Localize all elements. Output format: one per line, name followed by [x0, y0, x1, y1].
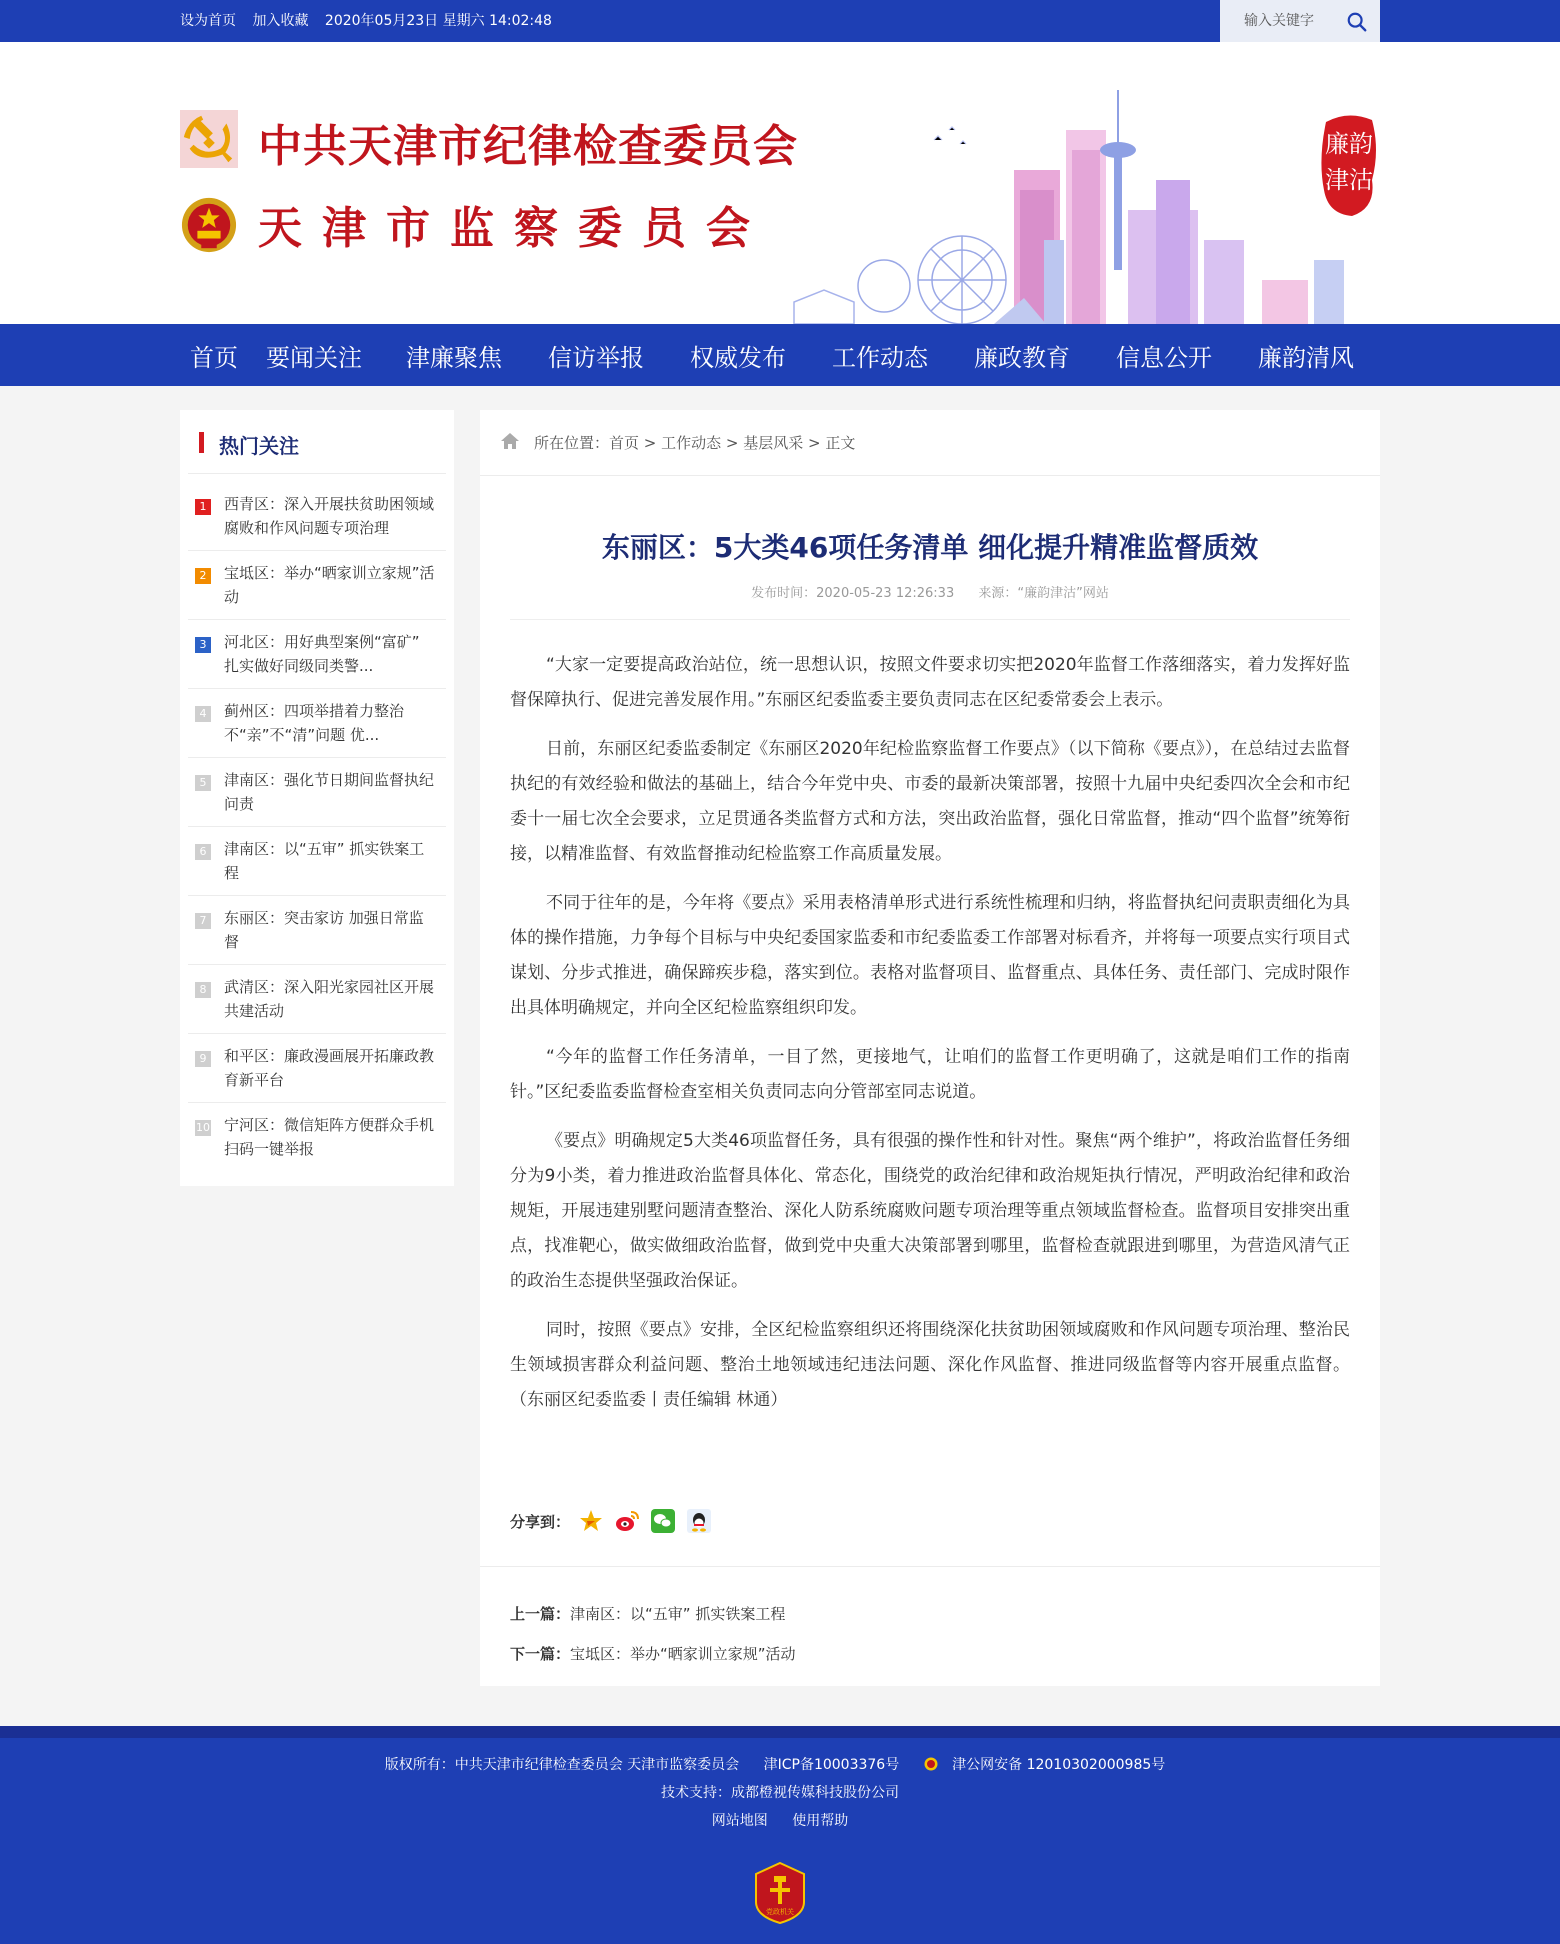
hot-topic-item[interactable] — [188, 482, 446, 551]
article-source: 来源：“廉韵津沽”网站 — [978, 586, 1109, 601]
sitemap-link[interactable]: 网站地图 — [711, 1813, 768, 1829]
breadcrumb-level2[interactable]: 基层风采 — [743, 434, 804, 452]
qzone-star-icon[interactable] — [578, 1508, 604, 1534]
tech-support: 技术支持：成都橙视传媒科技股份公司 — [661, 1785, 899, 1801]
article-panel — [480, 410, 1380, 1686]
prev-label: 上一篇： — [510, 1605, 571, 1623]
rank-badge: 4 — [195, 706, 211, 722]
hot-topics-sidebar — [180, 410, 454, 1186]
hot-topic-title[interactable]: 宝坻区：举办“晒家训立家规”活动 — [224, 564, 435, 606]
article-paragraph: 日前，东丽区纪委监委制定《东丽区2020年纪检监察监督工作要点》（以下简称《要点》），在总结过去监督执纪的有效经验和做法的基础上，结合今年党中央、市委的最新决策部署，按照十九届中央纪委四次全会和市纪委十一届七次全会要求，立足贯通各类监督方式和方法，突出政治监督，强化日常监督，推动“四个监督”统筹衔接，以精准监督、有效监督推动纪检监察工作高质量发展。 — [510, 739, 1350, 864]
hot-topic-item[interactable] — [188, 896, 446, 965]
share-label: 分享到： — [510, 1512, 571, 1531]
main-content — [180, 410, 1380, 1700]
next-article-link[interactable]: 宝坻区：举办“晒家训立家规”活动 — [570, 1645, 796, 1663]
supervision-title: 天津市监察委员会 — [258, 203, 770, 254]
hot-topics-list — [188, 482, 446, 1172]
search-box[interactable] — [1220, 0, 1380, 42]
wechat-icon[interactable] — [650, 1508, 676, 1534]
qq-icon[interactable] — [686, 1508, 712, 1534]
breadcrumb-home[interactable]: 首页 — [609, 434, 640, 452]
icp-link[interactable]: 津ICP备10003376号 — [763, 1757, 900, 1773]
svg-text:津沽: 津沽 — [1325, 166, 1373, 194]
hot-topic-item[interactable] — [188, 1034, 446, 1103]
top-bar — [0, 0, 1560, 42]
main-nav — [0, 324, 1560, 386]
prev-article[interactable] — [510, 1594, 796, 1634]
share-bar — [510, 1506, 722, 1536]
search-icon[interactable] — [1346, 11, 1368, 33]
share-divider — [480, 1566, 1380, 1567]
set-home-link[interactable]: 设为首页 — [180, 13, 236, 29]
hot-topic-title[interactable]: 蓟州区：四项举措着力整治不“亲”不“清”问题 优... — [224, 702, 405, 744]
hot-topic-title[interactable]: 和平区：廉政漫画展开拓廉政教育新平台 — [224, 1047, 435, 1089]
police-record[interactable] — [924, 1757, 1176, 1773]
police-record-text: 津公网安备 12010302000985号 — [952, 1757, 1166, 1773]
rank-badge: 3 — [195, 637, 211, 653]
rank-badge: 1 — [195, 499, 211, 515]
prev-next-nav — [510, 1594, 796, 1674]
rank-badge: 7 — [195, 913, 211, 929]
nav-item-3[interactable]: 津廉聚焦 — [406, 343, 502, 372]
article-paragraph: 同时，按照《要点》安排，全区纪检监察组织还将围绕深化扶贫助困领域腐败和作风问题专项治理、整治民生领域损害群众利益问题、整治土地领域违纪违法问题、深化作风监督、推进同级监督等内容开展重点监督。（东丽区纪委监委丨责任编辑 林通） — [510, 1320, 1350, 1410]
hot-topic-item[interactable] — [188, 551, 446, 620]
committee-title: 中共天津市纪律检查委员会 — [258, 121, 798, 172]
hot-topic-title[interactable]: 宁河区：微信矩阵方便群众手机扫码一键举报 — [224, 1116, 435, 1158]
rank-badge: 5 — [195, 775, 211, 791]
current-datetime: 2020年05月23日 星期六 14:02:48 — [324, 13, 552, 29]
nav-item-7[interactable]: 廉政教育 — [974, 343, 1070, 372]
sidebar-header — [188, 410, 446, 474]
breadcrumb-separator: > — [721, 434, 744, 452]
nav-item-2[interactable]: 要闻关注 — [266, 343, 362, 372]
rank-badge: 10 — [196, 1121, 210, 1134]
article-paragraph: 《要点》明确规定5大类46项监督任务，具有很强的操作性和针对性。聚焦“两个维护”，将政治监督任务细分为9小类，着力推进政治监督具体化、常态化，围绕党的政治纪律和政治规矩执行情况，严明政治纪律和政治规矩，开展违建别墅问题清查整治、深化人防系统腐败问题专项治理等重点领域监督检查。监督项目安排突出重点，找准靶心，做实做细政治监督，做到党中央重大决策部署到哪里，监督检查就跟进到哪里，为营造风清气正的政治生态提供坚强政治保证。 — [510, 1131, 1350, 1291]
next-label: 下一篇： — [510, 1645, 571, 1663]
svg-text:党政机关: 党政机关 — [766, 1908, 794, 1916]
rank-badge: 6 — [195, 844, 211, 860]
search-input[interactable]: 输入关键字 — [1244, 13, 1314, 29]
hot-topic-title[interactable]: 河北区：用好典型案例“富矿” 扎实做好同级同类警... — [224, 633, 420, 675]
article-paragraph: “今年的监督工作任务清单，一目了然，更接地气，让咱们的监督工作更明确了，这就是咱们工作的指南针。”区纪委监委监督检查室相关负责同志向分管部室同志说道。 — [510, 1047, 1350, 1102]
publish-time: 发布时间：2020-05-23 12:26:33 — [751, 586, 955, 601]
home-icon — [500, 432, 520, 450]
national-emblem-icon — [180, 196, 238, 254]
article-paragraph: 不同于往年的是，今年将《要点》采用表格清单形式进行系统性梳理和归纳，将监督执纪问责职责细化为具体的操作措施，力争每个目标与中央纪委国家监委和市纪委监委工作部署对标看齐，并将每一项要点实行项目式谋划、分步式推进，确保蹄疾步稳，落实到位。表格对监督项目、监督重点、具体任务、责任部门、完成时限作出具体明确规定，并向全区纪检监察组织印发。 — [510, 893, 1350, 1018]
hot-topic-title[interactable]: 津南区：以“五审” 抓实铁案工程 — [224, 840, 425, 882]
article-paragraph: “大家一定要提高政治站位，统一思想认识，按照文件要求切实把2020年监督工作落细落实，着力发挥好监督保障执行、促进完善发展作用。”东丽区纪委监委主要负责同志在区纪委常委会上表示。 — [510, 655, 1350, 710]
footer-copyright-line — [0, 1754, 1560, 1774]
nav-item-5[interactable]: 权威发布 — [690, 343, 786, 372]
hot-topic-item[interactable] — [188, 965, 446, 1034]
article-body — [480, 620, 1380, 1418]
hot-topic-item[interactable] — [188, 689, 446, 758]
rank-badge: 2 — [195, 568, 211, 584]
hot-topic-title[interactable]: 武清区：深入阳光家园社区开展共建活动 — [224, 978, 435, 1020]
breadcrumb-prefix: 所在位置： — [534, 434, 610, 452]
svg-text:廉韵: 廉韵 — [1325, 130, 1373, 158]
nav-item-8[interactable]: 信息公开 — [1116, 343, 1212, 372]
hot-topic-title[interactable]: 西青区：深入开展扶贫助困领域腐败和作风问题专项治理 — [224, 495, 435, 537]
nav-item-1[interactable]: 首页 — [190, 343, 238, 372]
police-badge-icon — [924, 1757, 938, 1771]
rank-badge: 9 — [195, 1051, 211, 1067]
site-header — [0, 42, 1560, 324]
weibo-icon[interactable] — [614, 1508, 640, 1534]
city-skyline-illustration — [784, 90, 1402, 324]
breadcrumb — [480, 410, 1380, 476]
copyright-text: 版权所有：中共天津市纪律检查委员会 天津市监察委员会 — [384, 1757, 740, 1773]
breadcrumb-current: 正文 — [825, 434, 856, 452]
rank-badge: 8 — [195, 982, 211, 998]
party-emblem-icon — [180, 110, 238, 168]
add-favorite-link[interactable]: 加入收藏 — [252, 13, 309, 29]
footer-links — [0, 1810, 1560, 1830]
breadcrumb-separator: > — [803, 434, 826, 452]
hot-topic-item[interactable] — [188, 827, 446, 896]
hot-topic-item[interactable] — [188, 620, 446, 689]
help-link[interactable]: 使用帮助 — [792, 1813, 849, 1829]
next-article[interactable] — [510, 1634, 796, 1674]
hot-topic-item[interactable] — [188, 1103, 446, 1172]
hot-topic-title[interactable]: 东丽区：突击家访 加强日常监督 — [224, 909, 424, 951]
article-title: 东丽区：5大类46项任务清单 细化提升精准监督质效 — [601, 531, 1259, 564]
government-site-badge-icon[interactable] — [754, 1862, 806, 1924]
nav-item-4[interactable]: 信访举报 — [548, 343, 644, 372]
nav-item-9[interactable]: 廉韵清风 — [1258, 343, 1354, 372]
site-footer — [0, 1726, 1560, 1944]
nav-item-6[interactable]: 工作动态 — [832, 343, 928, 372]
sidebar-title-bar — [199, 432, 204, 453]
sidebar-title: 热门关注 — [219, 434, 299, 458]
hot-topic-title[interactable]: 津南区：强化节日期间监督执纪问责 — [224, 771, 435, 813]
breadcrumb-level1[interactable]: 工作动态 — [661, 434, 722, 452]
seal-stamp-icon — [1318, 110, 1380, 220]
top-links — [180, 0, 564, 42]
prev-article-link[interactable]: 津南区：以“五审” 抓实铁案工程 — [570, 1605, 786, 1623]
breadcrumb-separator: > — [639, 434, 662, 452]
hot-topic-item[interactable] — [188, 758, 446, 827]
article-meta — [480, 582, 1380, 601]
